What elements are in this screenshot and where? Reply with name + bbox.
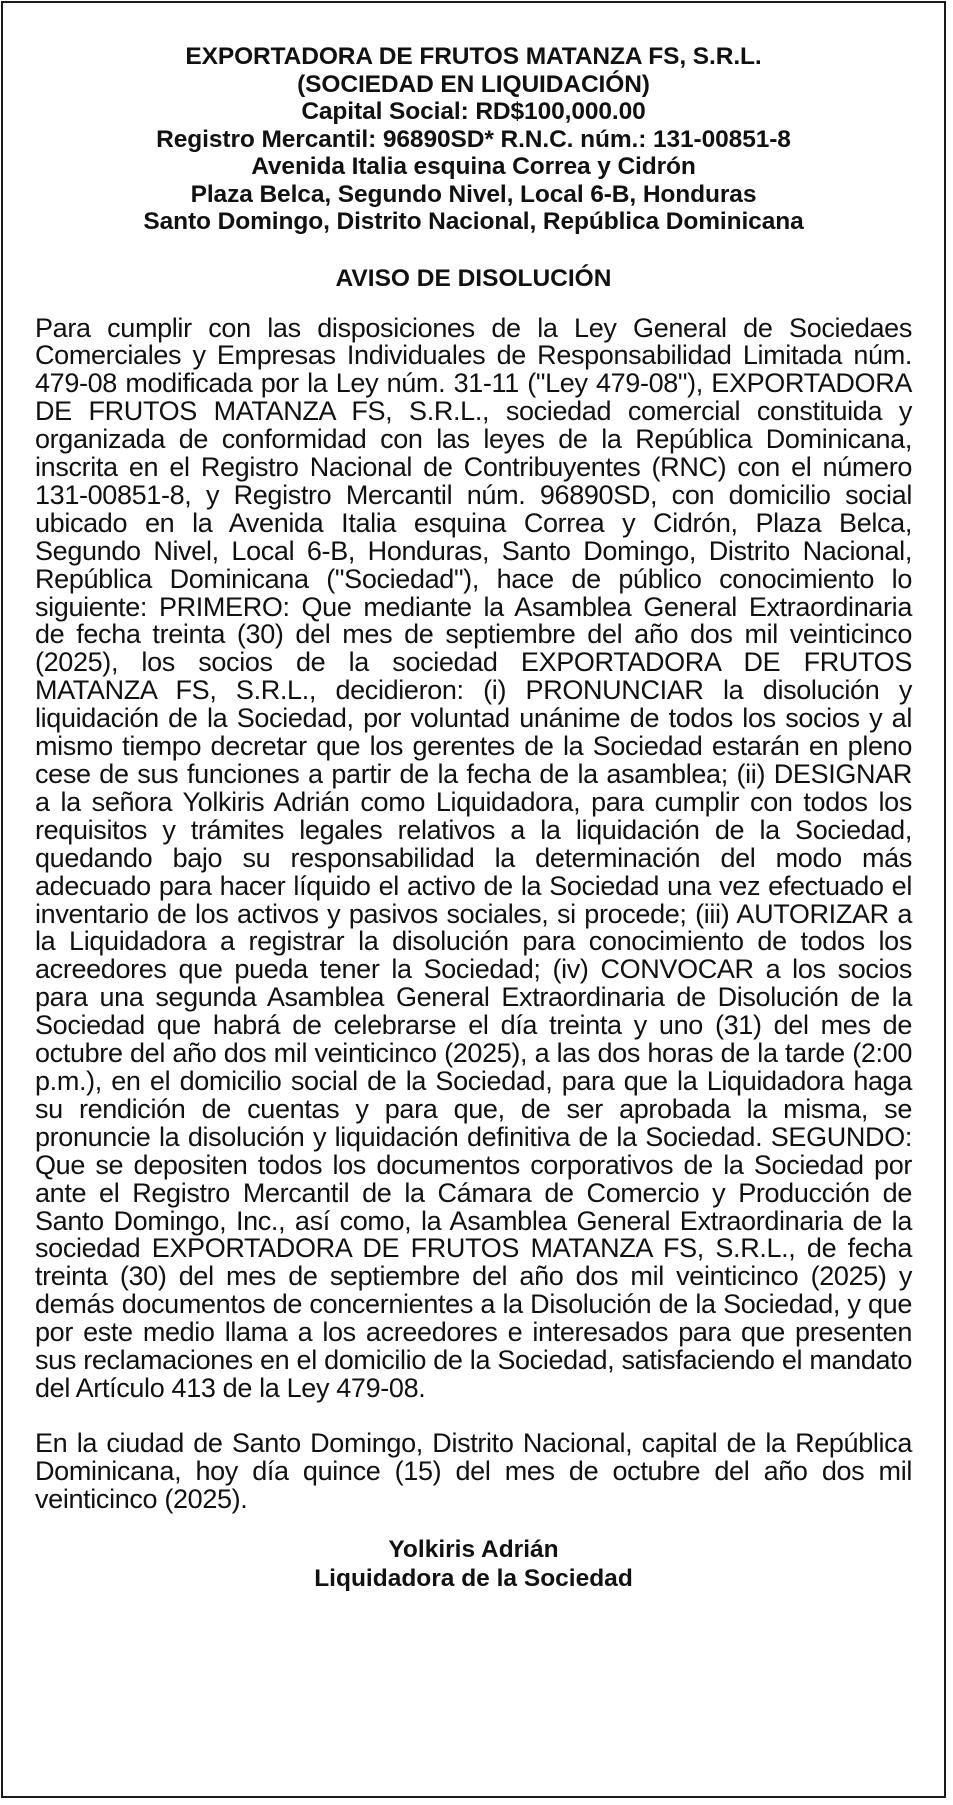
- notice-closing: En la ciudad de Santo Domingo, Distrito Nacional, capital de la República Dominicana, hoy día quince (15) del mes de octubre del año dos mil veinticinco (2025).: [35, 1427, 912, 1514]
- company-address-line-3: Santo Domingo, Distrito Nacional, República Dominicana: [143, 208, 804, 235]
- notice-body: Para cumplir con las disposiciones de la Ley General de Sociedaes Comerciales y Empresas Individuales de Responsabilidad Limitada núm. 479-08 modificada por la Ley núm. 31-11 ("Ley 479-08"), EXPORTADORA DE FRUTOS MATANZA FS, S.R.L., sociedad comercial constituida y organizada de conformidad con las leyes de la República Dominicana, inscrita en el Registro Nacional de Contribuyentes (RNC) con el número 131-00851-8, y Registro Mercantil núm. 96890SD, con domicilio social ubicado en la Avenida Italia esquina Correa y Cidrón, Plaza Belca, Segundo Nivel, Local 6-B, Honduras, Santo Domingo, Distrito Nacional, República Dominicana ("Sociedad"), hace de público conocimiento lo siguiente: PRIMERO: Que mediante la Asamblea General Extraordinaria de fecha treinta (30) del mes de septiembre del año dos mil veinticinco (2025), los socios de la sociedad EXPORTADORA DE FRUTOS MATANZA FS, S.R.L., decidieron: (i) PRONUNCIAR la disolución y liquidación de la Sociedad, por voluntad unánime de todos los socios y al mismo tiempo decretar que los gerentes de la Sociedad estarán en pleno cese de sus funciones a partir de la fecha de la asamblea; (ii) DESIGNAR a la señora Yolkiris Adrián como Liquidadora, para cumplir con todos los requisitos y trámites legales relativos a la liquidación de la Sociedad, quedando bajo su responsabilidad la determinación del modo más adecuado para hacer líquido el activo de la Sociedad una vez efectuado el inventario de los activos y pasivos sociales, si procede; (iii) AUTORIZAR a la Liquidadora a registrar la disolución para conocimiento de todos los acreedores que pueda tener la Sociedad; (iv) CONVOCAR a los socios para una segunda Asamblea General Extraordinaria de Disolución de la Sociedad que habrá de celebrarse el día treinta y uno (31) del mes de octubre del año dos mil veinticinco (2025), a las dos horas de la tarde (2:00 p.m.), en el domicilio social de la Sociedad, para que la Liquidadora haga su rendición de cuentas y para que, de ser aprobada la misma, se pronuncie la disolución y liquidación definitiva de la Sociedad. SEGUNDO: Que se depositen todos los documentos corporativos de la Sociedad por ante el Registro Mercantil de la Cámara de Comercio y Producción de Santo Domingo, Inc., así como, la Asamblea General Extraordinaria de la sociedad EXPORTADORA DE FRUTOS MATANZA FS, S.R.L., de fecha treinta (30) del mes de septiembre del año dos mil veinticinco (2025) y demás documentos de concernientes a la Disolución de la Sociedad, y que por este medio llama a los acreedores e interesados para que presenten sus reclamaciones en el domicilio de la Sociedad, satisfaciendo el mandato del Artículo 413 de la Ley 479-08.: [35, 312, 912, 1403]
- signatory-name: Yolkiris Adrián: [388, 1535, 559, 1563]
- signature-block: [35, 1535, 912, 1593]
- company-status: (SOCIEDAD EN LIQUIDACIÓN): [297, 70, 650, 98]
- company-registry: Registro Mercantil: 96890SD* R.N.C. núm.: 131-00851-8: [156, 125, 791, 153]
- company-name: EXPORTADORA DE FRUTOS MATANZA FS, S.R.L.: [185, 43, 762, 70]
- company-capital: Capital Social: RD$100,000.00: [301, 98, 646, 125]
- signatory-role: Liquidadora de la Sociedad: [314, 1564, 633, 1592]
- company-address-line-2: Plaza Belca, Segundo Nivel, Local 6-B, Honduras: [190, 180, 757, 208]
- company-header: [35, 43, 912, 236]
- notice-title: AVISO DE DISOLUCIÓN: [335, 264, 612, 292]
- legal-notice: [1, 1, 946, 1798]
- company-address-line-1: Avenida Italia esquina Correa y Cidrón: [251, 153, 696, 180]
